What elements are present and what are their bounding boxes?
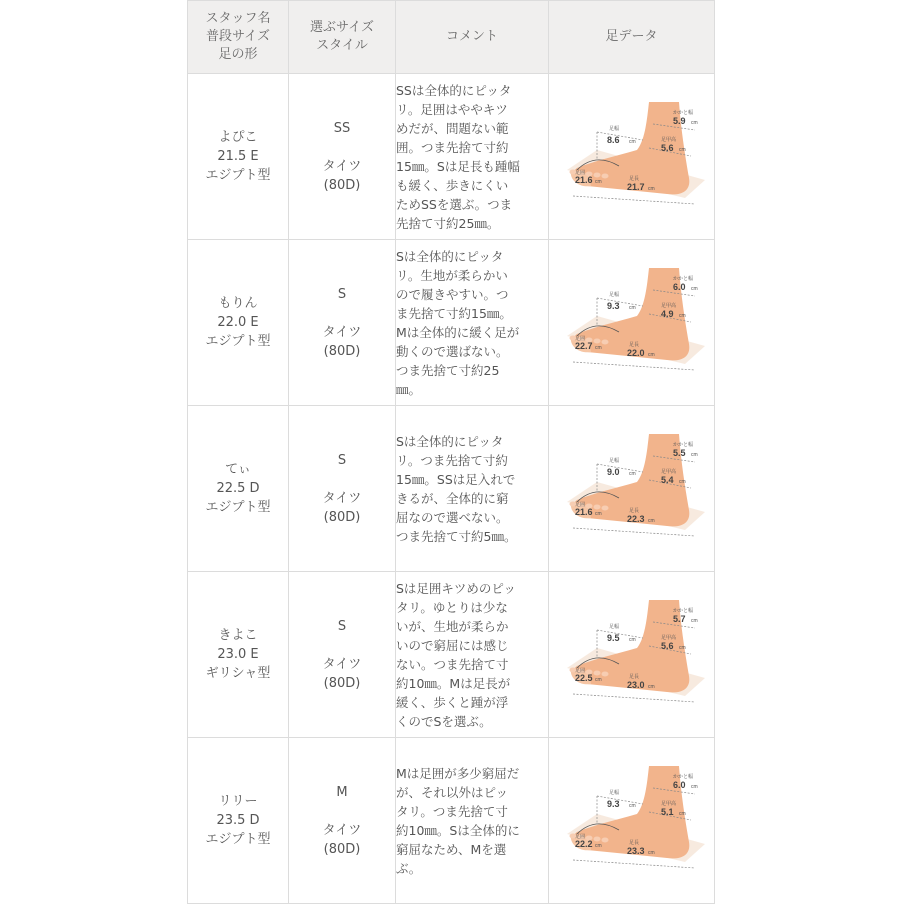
spacer bbox=[289, 636, 395, 655]
toe-icon bbox=[601, 339, 608, 344]
girth-label: 足囲 bbox=[574, 667, 585, 674]
foot-shape: エジプト型 bbox=[205, 168, 271, 183]
comment-line: が、それ以外はピッ bbox=[396, 784, 509, 800]
foot-diagram bbox=[557, 598, 707, 708]
chosen-size: S bbox=[337, 618, 347, 634]
instep-label: 足甲高 bbox=[660, 634, 676, 641]
instep-value: 5.4 bbox=[660, 474, 674, 485]
comment-line: Sは全体的にピッタ bbox=[396, 248, 504, 264]
usual-size: 23.0 E bbox=[217, 647, 259, 662]
foot-diagram bbox=[557, 432, 707, 542]
toe-icon bbox=[601, 837, 608, 842]
foot-cell bbox=[549, 572, 715, 738]
comment-line: も緩く、歩きにくい bbox=[396, 177, 509, 193]
staff-name: もりん bbox=[218, 296, 258, 311]
comment-line: 緩く、歩くと踵が浮 bbox=[396, 694, 509, 710]
chosen-size: SS bbox=[333, 120, 351, 136]
comment-line: 囲。つま先捨て寸約 bbox=[396, 139, 509, 155]
size-cell bbox=[289, 572, 396, 738]
instep-label: 足甲高 bbox=[660, 800, 676, 807]
unit-label: cm bbox=[647, 517, 655, 524]
unit-label: cm bbox=[594, 676, 602, 683]
toe-icon bbox=[601, 671, 608, 676]
unit-label: cm bbox=[678, 644, 686, 651]
length-guide bbox=[573, 362, 695, 370]
foot-shape: エジプト型 bbox=[205, 500, 271, 515]
denier: (80D) bbox=[323, 177, 361, 193]
unit-label: cm bbox=[647, 849, 655, 856]
comment-line: いが、生地が柔らか bbox=[396, 618, 509, 634]
comment-line: 窮屈なため、Mを選 bbox=[396, 841, 507, 857]
comment-line: 先捨て寸約25㎜。 bbox=[396, 215, 500, 231]
comment-line: つま先捨て寸約25 bbox=[396, 362, 500, 378]
comment-line: ま先捨て寸約15㎜。 bbox=[396, 305, 512, 321]
style-type: タイツ bbox=[322, 490, 362, 506]
length-guide bbox=[573, 694, 695, 702]
denier: (80D) bbox=[323, 841, 361, 857]
style-type: タイツ bbox=[322, 822, 362, 838]
instep-value: 4.9 bbox=[660, 308, 674, 319]
size-cell bbox=[289, 240, 396, 406]
length-value: 22.3 bbox=[626, 513, 645, 524]
unit-label: cm bbox=[647, 185, 655, 192]
comment-cell bbox=[396, 572, 549, 738]
width-guide bbox=[597, 132, 643, 140]
width-label: 足幅 bbox=[608, 457, 619, 464]
girth-value: 21.6 bbox=[574, 174, 593, 185]
length-label: 足長 bbox=[628, 673, 639, 680]
usual-size: 23.5 D bbox=[216, 813, 260, 828]
unit-label: cm bbox=[678, 146, 686, 153]
length-label: 足長 bbox=[628, 341, 639, 348]
width-label: 足幅 bbox=[608, 789, 619, 796]
unit-label: cm bbox=[628, 470, 636, 477]
unit-label: cm bbox=[647, 351, 655, 358]
unit-label: cm bbox=[690, 119, 698, 126]
chosen-size: S bbox=[337, 452, 347, 468]
toe-icon bbox=[601, 505, 608, 510]
staff-cell bbox=[188, 74, 289, 240]
table-row bbox=[188, 406, 715, 572]
foot-shape: エジプト型 bbox=[205, 334, 271, 349]
staff-name: きよこ bbox=[218, 628, 258, 643]
header-comment: コメント bbox=[396, 1, 549, 74]
instep-value: 5.1 bbox=[660, 806, 674, 817]
girth-value: 22.7 bbox=[574, 340, 593, 351]
width-label: 足幅 bbox=[608, 623, 619, 630]
comment-line: 約10㎜。Mは足長が bbox=[396, 675, 511, 691]
unit-label: cm bbox=[628, 304, 636, 311]
comment-line: リ。生地が柔らかい bbox=[396, 267, 508, 283]
foot-diagram bbox=[557, 266, 707, 376]
girth-label: 足囲 bbox=[574, 335, 585, 342]
staff-name: てぃ bbox=[225, 462, 251, 477]
width-value: 9.5 bbox=[606, 632, 620, 643]
comment-line: Mは足囲が多少窮屈だ bbox=[396, 765, 520, 781]
toe-icon bbox=[593, 670, 600, 675]
toe-icon bbox=[593, 504, 600, 509]
length-label: 足長 bbox=[628, 175, 639, 182]
heel-label: かかと幅 bbox=[672, 773, 693, 780]
width-guide bbox=[597, 298, 643, 306]
comment-line: いので窮屈には感じ bbox=[396, 637, 509, 653]
toe-icon bbox=[593, 338, 600, 343]
unit-label: cm bbox=[628, 636, 636, 643]
unit-label: cm bbox=[594, 178, 602, 185]
denier: (80D) bbox=[323, 675, 361, 691]
unit-label: cm bbox=[628, 138, 636, 145]
unit-label: cm bbox=[678, 312, 686, 319]
denier: (80D) bbox=[323, 509, 361, 525]
staff-cell bbox=[188, 240, 289, 406]
heel-value: 6.0 bbox=[672, 281, 686, 292]
table-row bbox=[188, 572, 715, 738]
girth-value: 22.5 bbox=[574, 672, 593, 683]
instep-label: 足甲高 bbox=[660, 468, 676, 475]
heel-value: 6.0 bbox=[672, 779, 686, 790]
staff-cell bbox=[188, 572, 289, 738]
usual-size: 22.5 D bbox=[216, 481, 260, 496]
table-row bbox=[188, 240, 715, 406]
foot-cell bbox=[549, 406, 715, 572]
comment-line: Sは足囲キツめのピッ bbox=[396, 580, 516, 596]
comment-line: 動くので選ばない。 bbox=[396, 343, 509, 359]
spacer bbox=[289, 802, 395, 821]
width-label: 足幅 bbox=[608, 125, 619, 132]
girth-label: 足囲 bbox=[574, 169, 585, 176]
unit-label: cm bbox=[594, 842, 602, 849]
girth-value: 21.6 bbox=[574, 506, 593, 517]
comment-line: つま先捨て寸約5㎜。 bbox=[396, 528, 517, 544]
length-guide bbox=[573, 860, 695, 868]
unit-label: cm bbox=[594, 344, 602, 351]
comment-line: めだが、問題ない範 bbox=[396, 120, 509, 136]
length-guide bbox=[573, 196, 695, 204]
staff-cell bbox=[188, 738, 289, 904]
spacer bbox=[289, 470, 395, 489]
foot-cell bbox=[549, 738, 715, 904]
unit-label: cm bbox=[647, 683, 655, 690]
header-row bbox=[188, 1, 715, 74]
width-value: 8.6 bbox=[606, 134, 620, 145]
length-label: 足長 bbox=[628, 507, 639, 514]
comment-cell bbox=[396, 74, 549, 240]
length-guide bbox=[573, 528, 695, 536]
unit-label: cm bbox=[594, 510, 602, 517]
heel-value: 5.7 bbox=[672, 613, 686, 624]
unit-label: cm bbox=[678, 810, 686, 817]
heel-value: 5.9 bbox=[672, 115, 686, 126]
toe-icon bbox=[601, 173, 608, 178]
width-value: 9.3 bbox=[606, 300, 620, 311]
unit-label: cm bbox=[690, 285, 698, 292]
comment-line: 約10㎜。Sは全体的に bbox=[396, 822, 520, 838]
header-staff: スタッフ名 普段サイズ 足の形 bbox=[188, 1, 289, 74]
instep-label: 足甲高 bbox=[660, 136, 676, 143]
heel-value: 5.5 bbox=[672, 447, 686, 458]
unit-label: cm bbox=[690, 617, 698, 624]
girth-label: 足囲 bbox=[574, 501, 585, 508]
header-size: 選ぶサイズ スタイル bbox=[289, 1, 396, 74]
denier: (80D) bbox=[323, 343, 361, 359]
staff-name: リリー bbox=[218, 794, 258, 809]
comment-line: Mは全体的に緩く足が bbox=[396, 324, 520, 340]
foot-cell bbox=[549, 240, 715, 406]
header-foot-data: 足データ bbox=[549, 1, 715, 74]
width-label: 足幅 bbox=[608, 291, 619, 298]
table-row bbox=[188, 738, 715, 904]
chosen-size: S bbox=[337, 286, 347, 302]
length-label: 足長 bbox=[628, 839, 639, 846]
girth-value: 22.2 bbox=[574, 838, 593, 849]
usual-size: 22.0 E bbox=[217, 315, 259, 330]
length-value: 23.0 bbox=[626, 679, 645, 690]
comment-line: ので履きやすい。つ bbox=[396, 286, 509, 302]
comment-line: くのでSを選ぶ。 bbox=[396, 713, 492, 729]
comment-line: SSは全体的にピッタ bbox=[396, 82, 512, 98]
instep-value: 5.6 bbox=[660, 640, 674, 651]
style-type: タイツ bbox=[322, 324, 362, 340]
width-guide bbox=[597, 630, 643, 638]
girth-label: 足囲 bbox=[574, 833, 585, 840]
comment-line: きるが、全体的に窮 bbox=[396, 490, 509, 506]
foot-cell bbox=[549, 74, 715, 240]
comment-line: リ。つま先捨て寸約 bbox=[396, 452, 508, 468]
usual-size: 21.5 E bbox=[217, 149, 259, 164]
comment-cell bbox=[396, 406, 549, 572]
comment-cell bbox=[396, 240, 549, 406]
unit-label: cm bbox=[678, 478, 686, 485]
foot-diagram bbox=[557, 764, 707, 874]
comment-line: 15㎜。Sは足長も踵幅 bbox=[396, 158, 520, 174]
width-value: 9.3 bbox=[606, 798, 620, 809]
comment-line: Sは全体的にピッタ bbox=[396, 433, 504, 449]
toe-icon bbox=[593, 836, 600, 841]
spacer bbox=[289, 304, 395, 323]
comment-line: ぶ。 bbox=[396, 860, 422, 876]
staff-cell bbox=[188, 406, 289, 572]
comment-line: 屈なので選べない。 bbox=[396, 509, 509, 525]
comment-line: ㎜。 bbox=[396, 381, 422, 397]
fit-comparison-table bbox=[187, 0, 715, 904]
style-type: タイツ bbox=[322, 158, 362, 174]
instep-label: 足甲高 bbox=[660, 302, 676, 309]
size-cell bbox=[289, 406, 396, 572]
width-guide bbox=[597, 464, 643, 472]
spacer bbox=[289, 138, 395, 157]
comment-line: ためSSを選ぶ。つま bbox=[396, 196, 513, 212]
unit-label: cm bbox=[690, 783, 698, 790]
comment-line: リ。足囲はややキツ bbox=[396, 101, 508, 117]
length-value: 23.3 bbox=[626, 845, 645, 856]
instep-value: 5.6 bbox=[660, 142, 674, 153]
length-value: 22.0 bbox=[626, 347, 645, 358]
unit-label: cm bbox=[690, 451, 698, 458]
unit-label: cm bbox=[628, 802, 636, 809]
width-value: 9.0 bbox=[606, 466, 620, 477]
length-value: 21.7 bbox=[626, 181, 645, 192]
comment-line: タリ。ゆとりは少な bbox=[396, 599, 508, 615]
heel-label: かかと幅 bbox=[672, 441, 693, 448]
heel-label: かかと幅 bbox=[672, 275, 693, 282]
foot-shape: ギリシャ型 bbox=[205, 666, 271, 681]
chosen-size: M bbox=[336, 784, 348, 800]
comment-line: 15㎜。SSは足入れで bbox=[396, 471, 516, 487]
toe-icon bbox=[593, 172, 600, 177]
size-cell bbox=[289, 74, 396, 240]
width-guide bbox=[597, 796, 643, 804]
staff-name: よぴこ bbox=[218, 130, 258, 145]
table-row bbox=[188, 74, 715, 240]
comment-line: ない。つま先捨て寸 bbox=[396, 656, 509, 672]
size-cell bbox=[289, 738, 396, 904]
heel-label: かかと幅 bbox=[672, 109, 693, 116]
foot-diagram bbox=[557, 100, 707, 210]
comment-cell bbox=[396, 738, 549, 904]
heel-label: かかと幅 bbox=[672, 607, 693, 614]
comment-line: タリ。つま先捨て寸 bbox=[396, 803, 508, 819]
style-type: タイツ bbox=[322, 656, 362, 672]
foot-shape: エジプト型 bbox=[205, 832, 271, 847]
